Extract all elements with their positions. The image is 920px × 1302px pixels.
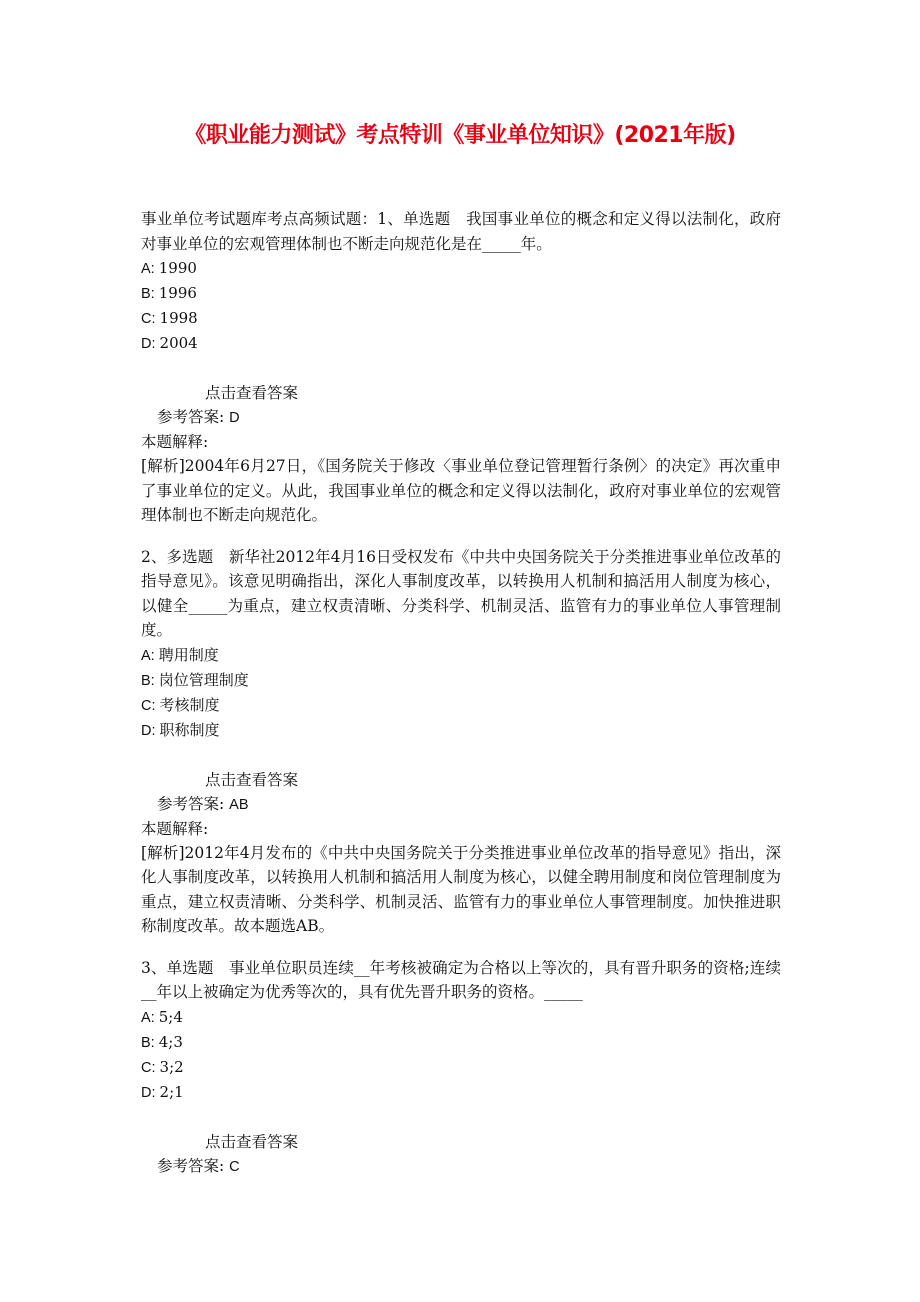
question-stem: 2、多选题 新华社2012年4月16日受权发布《中共中央国务院关于分类推进事业单位改革的指导意见》。该意见明确指出，深化人事制度改革，以转换用人机制和搞活用人制度为核心，以健全_____为重点，建立权责清晰、分类科学、机制灵活、监管有力的事业单位人事管理制度。 [141,547,781,639]
question-2 [141,545,781,939]
option-c: C: 1998 [141,309,198,327]
option-c: C: 3;2 [141,1057,184,1076]
option-b: B: 岗位管理制度 [141,670,249,689]
option-c: C: 考核制度 [141,695,220,714]
explanation-label: 本题解释: [141,433,209,451]
explanation-label: 本题解释: [141,819,209,838]
option-d: D: 2004 [141,334,198,352]
option-b: B: 4;3 [141,1032,183,1051]
option-d: D: 2;1 [141,1082,184,1101]
option-a: A: 1990 [141,259,197,277]
view-answer-link[interactable]: 点击查看答案 [205,384,299,402]
option-a: A: 5;4 [141,1007,183,1026]
question-3 [141,956,781,1179]
question-list [141,207,781,1196]
option-b: B: 1996 [141,284,197,302]
reference-answer: 参考答案: C [157,1156,240,1175]
view-answer-link[interactable]: 点击查看答案 [205,770,299,789]
question-1 [141,207,781,528]
question-stem: 事业单位考试题库考点高频试题：1、单选题 我国事业单位的概念和定义得以法制化，政府对事业单位的宏观管理体制也不断走向规范化是在_____年。 [141,210,781,253]
question-stem: 3、单选题 事业单位职员连续__年考核被确定为合格以上等次的，具有晋升职务的资格;连续__年以上被确定为优秀等次的，具有优先晋升职务的资格。_____ [141,958,781,1001]
reference-answer: 参考答案: AB [157,794,249,813]
document-title: 《职业能力测试》考点特训《事业单位知识》(2021年版) [184,123,736,148]
explanation-text: [解析]2012年4月发布的《中共中央国务院关于分类推进事业单位改革的指导意见》指出，深化人事制度改革，以转换用人机制和搞活用人制度为核心，以健全聘用制度和岗位管理制度为重点，建立权责清晰、分类科学、机制灵活、监管有力的事业单位人事管理制度。加快推进职称制度改革。故本题选AB。 [141,843,781,935]
reference-answer: 参考答案: D [157,408,240,426]
explanation-text: [解析]2004年6月27日，《国务院关于修改〈事业单位登记管理暂行条例〉的决定》再次重申了事业单位的定义。从此，我国事业单位的概念和定义得以法制化，政府对事业单位的宏观管理体制也不断走向规范化。 [141,457,781,524]
option-d: D: 职称制度 [141,720,220,739]
view-answer-link[interactable]: 点击查看答案 [205,1132,299,1151]
option-a: A: 聘用制度 [141,645,219,664]
